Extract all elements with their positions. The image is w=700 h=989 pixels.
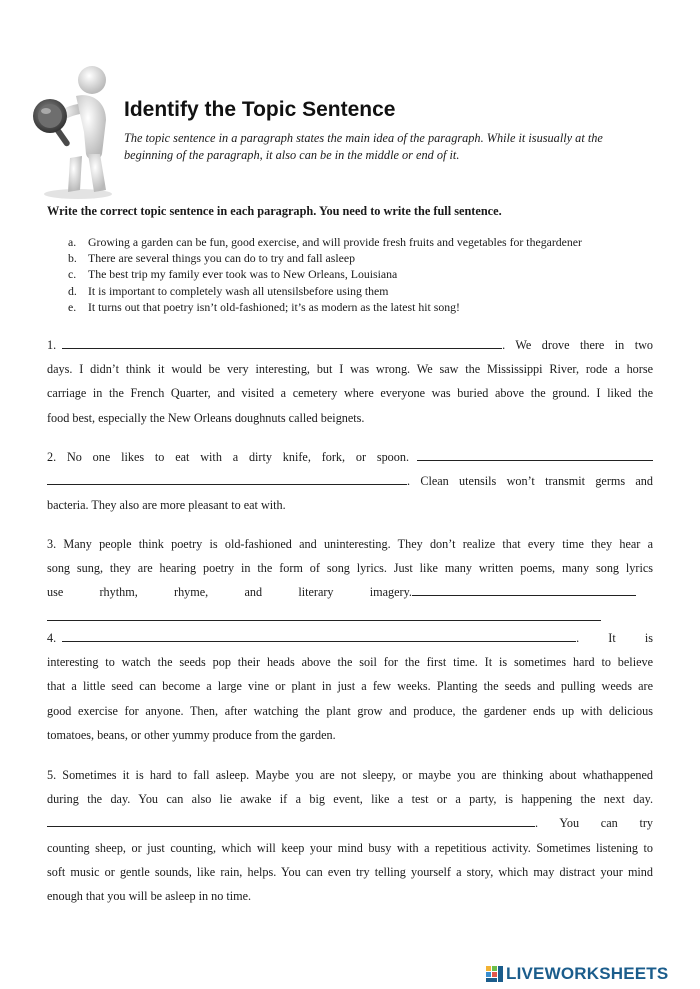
topic-sentence-options — [47, 234, 667, 315]
answer-blank-4[interactable] — [62, 628, 576, 642]
paragraph-text: days. I didn’t think it would be very interesting, but I was wrong. We saw the Mississippi River, rode a horse — [47, 362, 653, 377]
word: literary — [298, 585, 334, 600]
paragraph-text: . You can try — [535, 816, 653, 831]
paragraph-text: bacteria. They also are more pleasant to eat with. — [47, 498, 286, 513]
word: use — [47, 585, 64, 600]
paragraph-text: tomatoes, beans, or other yummy produce from the garden. — [47, 727, 336, 742]
intro-text: The topic sentence in a paragraph states the main idea of the paragraph. While it isusually at the beginning of the paragraph, it also can be in the middle or end of it. — [124, 131, 603, 162]
paragraph-text: good exercise for anyone. Then, after watching the plant grow and produce, the gardener ends up with delicious — [47, 703, 653, 718]
paragraph-2 — [47, 445, 653, 518]
paragraph-text: 3. Many people think poetry is old-fashioned and uninteresting. They don’t realize that every time they hear a — [47, 537, 653, 551]
paragraph-text: carriage in the French Quarter, and visited a cemetery where everyone was buried above the ground. I liked the — [47, 386, 653, 401]
paragraph-text: song sung, they are hearing poetry in the form of song lyrics. Just like many written poems, many song lyrics — [47, 561, 653, 576]
paragraph-number: 4. — [47, 631, 57, 645]
paragraph-text: counting sheep, or just counting, which will keep your mind busy with a repetitious activity. Sometimes listening to — [47, 840, 653, 855]
answer-blank-3b[interactable] — [47, 607, 601, 621]
paragraph-text: . Clean utensils won’t transmit germs and — [407, 474, 653, 489]
paragraph-text: enough that you will be asleep in no time. — [47, 889, 252, 904]
paragraph-text: 2. No one likes to eat with a dirty knife, fork, or spoon. — [47, 450, 409, 464]
liveworksheets-logo[interactable] — [486, 964, 668, 984]
option-text: Growing a garden can be fun, good exercise, and will provide fresh fruits and vegetables for thegardener — [88, 235, 582, 249]
paragraph-text: . We drove there in two — [502, 338, 653, 352]
paragraph-text: 5. Sometimes it is hard to fall asleep. Maybe you are not sleepy, or maybe you are thinking about whathappened — [47, 768, 653, 782]
paragraph-text: food best, especially the New Orleans doughnuts called beignets. — [47, 410, 365, 425]
option-letter: e. — [68, 299, 77, 314]
paragraph-words — [47, 580, 412, 604]
option-letter: d. — [68, 283, 77, 298]
paragraph-4 — [47, 626, 653, 747]
paragraph-1 — [47, 333, 653, 430]
instruction-text: Write the correct topic sentence in each paragraph. You need to write the full sentence. — [47, 204, 502, 218]
option-text: There are several things you can do to try and fall asleep — [88, 251, 355, 266]
paragraph-number: 1. — [47, 338, 57, 352]
option-e — [47, 299, 667, 315]
paragraph-text: soft music or gentle sounds, like rain, helps. You can even try telling yourself a story, which may distract your mind — [47, 864, 653, 879]
paragraph-3 — [47, 532, 653, 627]
paragraph-text: . It is — [576, 631, 653, 645]
option-text: It turns out that poetry isn’t old-fashioned; it’s as modern as the latest hit song! — [88, 299, 460, 314]
word: rhyme, — [174, 585, 209, 600]
answer-blank-3a[interactable] — [412, 582, 636, 596]
option-a — [47, 234, 667, 250]
page-title: Identify the Topic Sentence — [124, 98, 396, 121]
liveworksheets-logo-icon — [486, 966, 504, 982]
answer-blank-2b[interactable] — [47, 471, 407, 485]
option-letter: b. — [68, 251, 77, 266]
option-letter: c. — [68, 267, 77, 282]
word: imagery. — [369, 585, 412, 600]
answer-blank-1[interactable] — [62, 335, 502, 349]
option-letter: a. — [68, 235, 77, 249]
option-d — [47, 283, 667, 299]
paragraph-text: interesting to watch the seeds pop their heads above the soil for the first time. It is sometimes hard to believe — [47, 655, 653, 670]
logo-text: LIVEWORKSHEETS — [506, 964, 669, 983]
magnifier-person-icon — [30, 62, 120, 202]
option-b — [47, 250, 667, 266]
word: and — [244, 585, 263, 600]
option-text: The best trip my family ever took was to New Orleans, Louisiana — [88, 267, 398, 282]
paragraph-text: during the day. You can also lie awake if a big event, like a test or a party, is happening the next day. — [47, 792, 653, 807]
paragraph-text: that a little seed can become a large vine or plant in just a few weeks. Planting the seeds and pulling weeds are — [47, 679, 653, 694]
word: rhythm, — [99, 585, 138, 600]
option-c — [47, 266, 667, 282]
answer-blank-2a[interactable] — [417, 447, 653, 461]
paragraph-5 — [47, 763, 653, 908]
answer-blank-5[interactable] — [47, 813, 535, 827]
option-text: It is important to completely wash all utensilsbefore using them — [88, 283, 389, 298]
